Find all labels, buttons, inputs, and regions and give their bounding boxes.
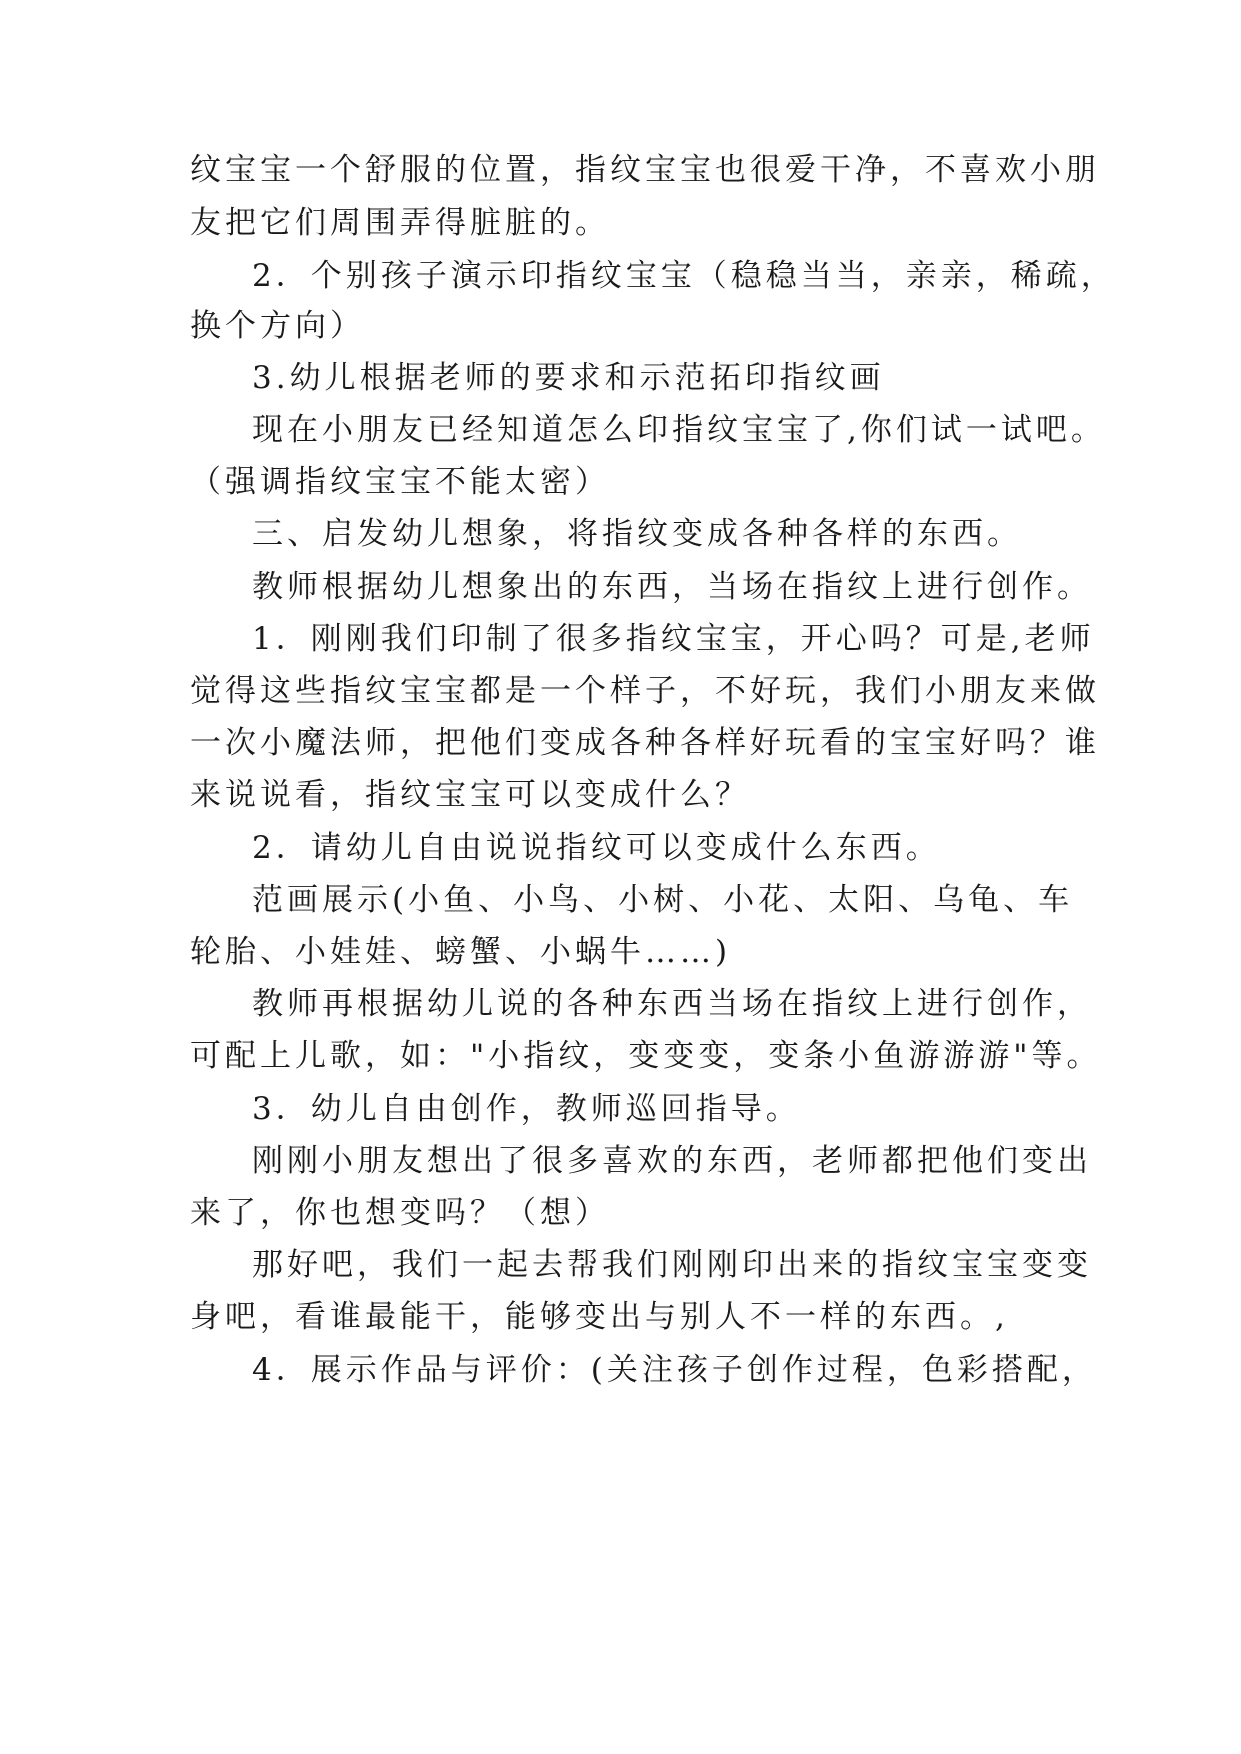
text-line: 来说说看，指纹宝宝可以变成什么？: [190, 777, 750, 813]
text-line: 教师根据幼儿想象出的东西，当场在指纹上进行创作。: [252, 569, 1092, 605]
text-line: 友把它们周围弄得脏脏的。: [190, 205, 610, 241]
text-line: 三、启发幼儿想象，将指纹变成各种各样的东西。: [252, 516, 1022, 552]
text-line: 一次小魔法师，把他们变成各种各样好玩看的宝宝好吗？谁: [190, 725, 1100, 761]
text-line: 2．请幼儿自由说说指纹可以变成什么东西。: [252, 830, 941, 866]
text-line: 范画展示(小鱼、小鸟、小树、小花、太阳、乌龟、车: [252, 882, 1074, 918]
text-line: 教师再根据幼儿说的各种东西当场在指纹上进行创作，: [252, 986, 1092, 1022]
text-line: 现在小朋友已经知道怎么印指纹宝宝了,你们试一试吧。: [252, 412, 1106, 448]
text-line: 换个方向）: [190, 308, 365, 344]
text-line: 1．刚刚我们印制了很多指纹宝宝，开心吗？可是,老师: [252, 621, 1095, 657]
text-line: 刚刚小朋友想出了很多喜欢的东西，老师都把他们变出: [252, 1143, 1092, 1179]
text-line: 2．个别孩子演示印指纹宝宝（稳稳当当，亲亲，稀疏，: [252, 258, 1116, 294]
text-line: 4．展示作品与评价：(关注孩子创作过程，色彩搭配，: [252, 1352, 1097, 1388]
text-line: 纹宝宝一个舒服的位置，指纹宝宝也很爱干净，不喜欢小朋: [190, 152, 1100, 188]
text-line: 身吧，看谁最能干，能够变出与别人不一样的东西。,: [190, 1299, 1009, 1335]
text-line: 那好吧，我们一起去帮我们刚刚印出来的指纹宝宝变变: [252, 1247, 1092, 1283]
text-line: 轮胎、小娃娃、螃蟹、小蜗牛……): [190, 934, 732, 970]
text-line: 来了，你也想变吗？（想）: [190, 1195, 610, 1231]
text-line: 觉得这些指纹宝宝都是一个样子，不好玩，我们小朋友来做: [190, 673, 1100, 709]
text-line: 3.幼儿根据老师的要求和示范拓印指纹画: [252, 360, 885, 396]
text-line: 3．幼儿自由创作，教师巡回指导。: [252, 1091, 801, 1127]
text-line: （强调指纹宝宝不能太密）: [190, 464, 610, 500]
text-line: 可配上儿歌，如："小指纹，变变变，变条小鱼游游游"等。: [190, 1038, 1102, 1074]
